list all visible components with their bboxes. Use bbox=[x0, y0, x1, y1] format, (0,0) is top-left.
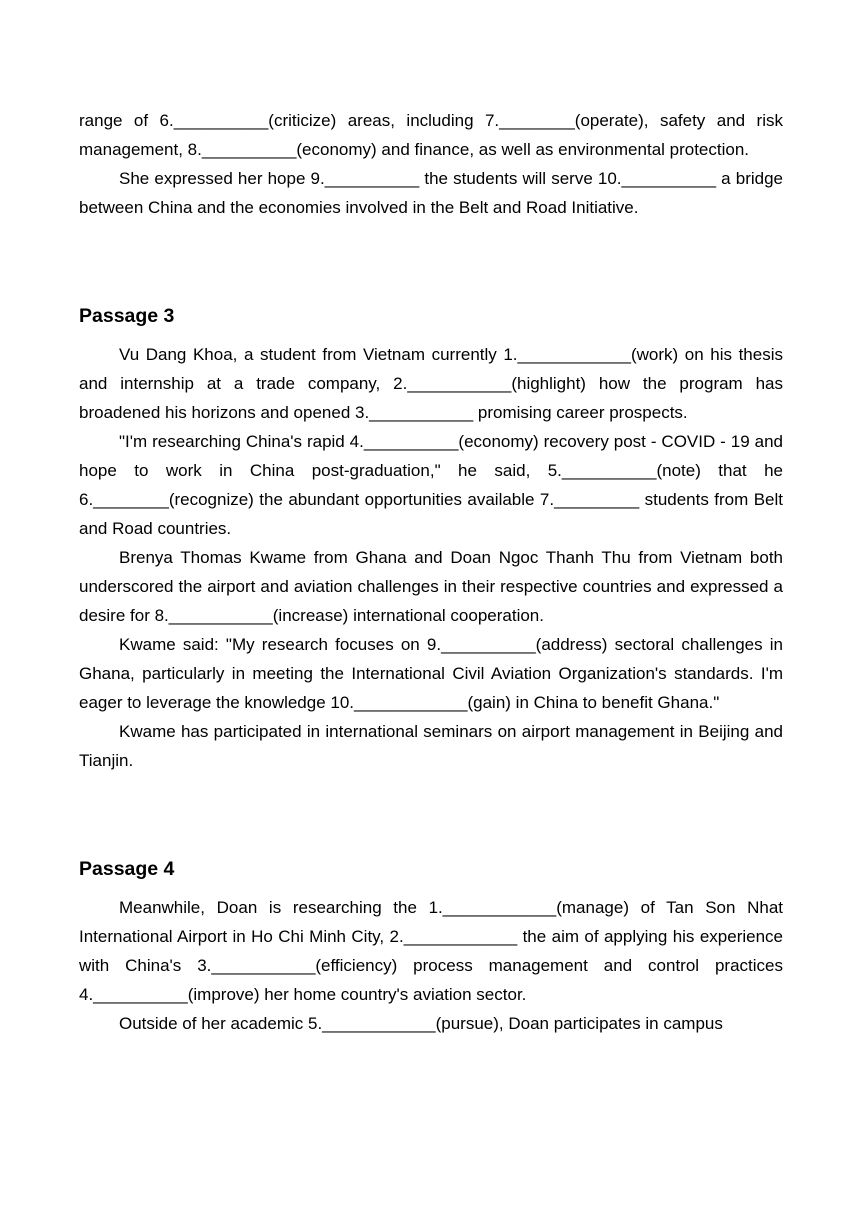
document-page bbox=[79, 106, 783, 1038]
passage3-paragraph-2: "I'm researching China's rapid 4.__________(economy) recovery post - COVID - 19 and hope to work in China post-graduation," he said, 5.__________(note) that he 6.________(recognize) the abundant opportunities available 7._________ students from Belt and Road countries. bbox=[79, 432, 783, 538]
passage2-paragraph-hope: She expressed her hope 9.__________ the students will serve 10.__________ a bridge between China and the economies involved in the Belt and Road Initiative. bbox=[79, 169, 783, 217]
passage3-heading: Passage 3 bbox=[79, 305, 175, 327]
passage4-heading: Passage 4 bbox=[79, 858, 175, 880]
passage3-paragraph-1: Vu Dang Khoa, a student from Vietnam currently 1.____________(work) on his thesis and internship at a trade company, 2.___________(highlight) how the program has broadened his horizons and opened 3.___________ promising career prospects. bbox=[79, 345, 783, 422]
passage4-paragraph-1: Meanwhile, Doan is researching the 1.____________(manage) of Tan Son Nhat International Airport in Ho Chi Minh City, 2.____________ the aim of applying his experience with China's 3.___________(efficiency) process management and control practices 4.__________(improve) her home country's aviation sector. bbox=[79, 898, 783, 1004]
passage3-paragraph-4: Kwame said: "My research focuses on 9.__________(address) sectoral challenges in Ghana, particularly in meeting the International Civil Aviation Organization's standards. I'm eager to leverage the knowledge 10.____________(gain) in China to benefit Ghana." bbox=[79, 635, 783, 712]
passage2-paragraph-continued: range of 6.__________(criticize) areas, including 7.________(operate), safety and risk management, 8.__________(economy) and finance, as well as environmental protection. bbox=[79, 111, 783, 159]
passage3-paragraph-5: Kwame has participated in international seminars on airport management in Beijing and Tianjin. bbox=[79, 722, 783, 770]
passage3-paragraph-3: Brenya Thomas Kwame from Ghana and Doan Ngoc Thanh Thu from Vietnam both underscored the airport and aviation challenges in their respective countries and expressed a desire for 8.___________(increase) international cooperation. bbox=[79, 548, 783, 625]
passage4-paragraph-2: Outside of her academic 5.____________(pursue), Doan participates in campus bbox=[119, 1014, 723, 1033]
